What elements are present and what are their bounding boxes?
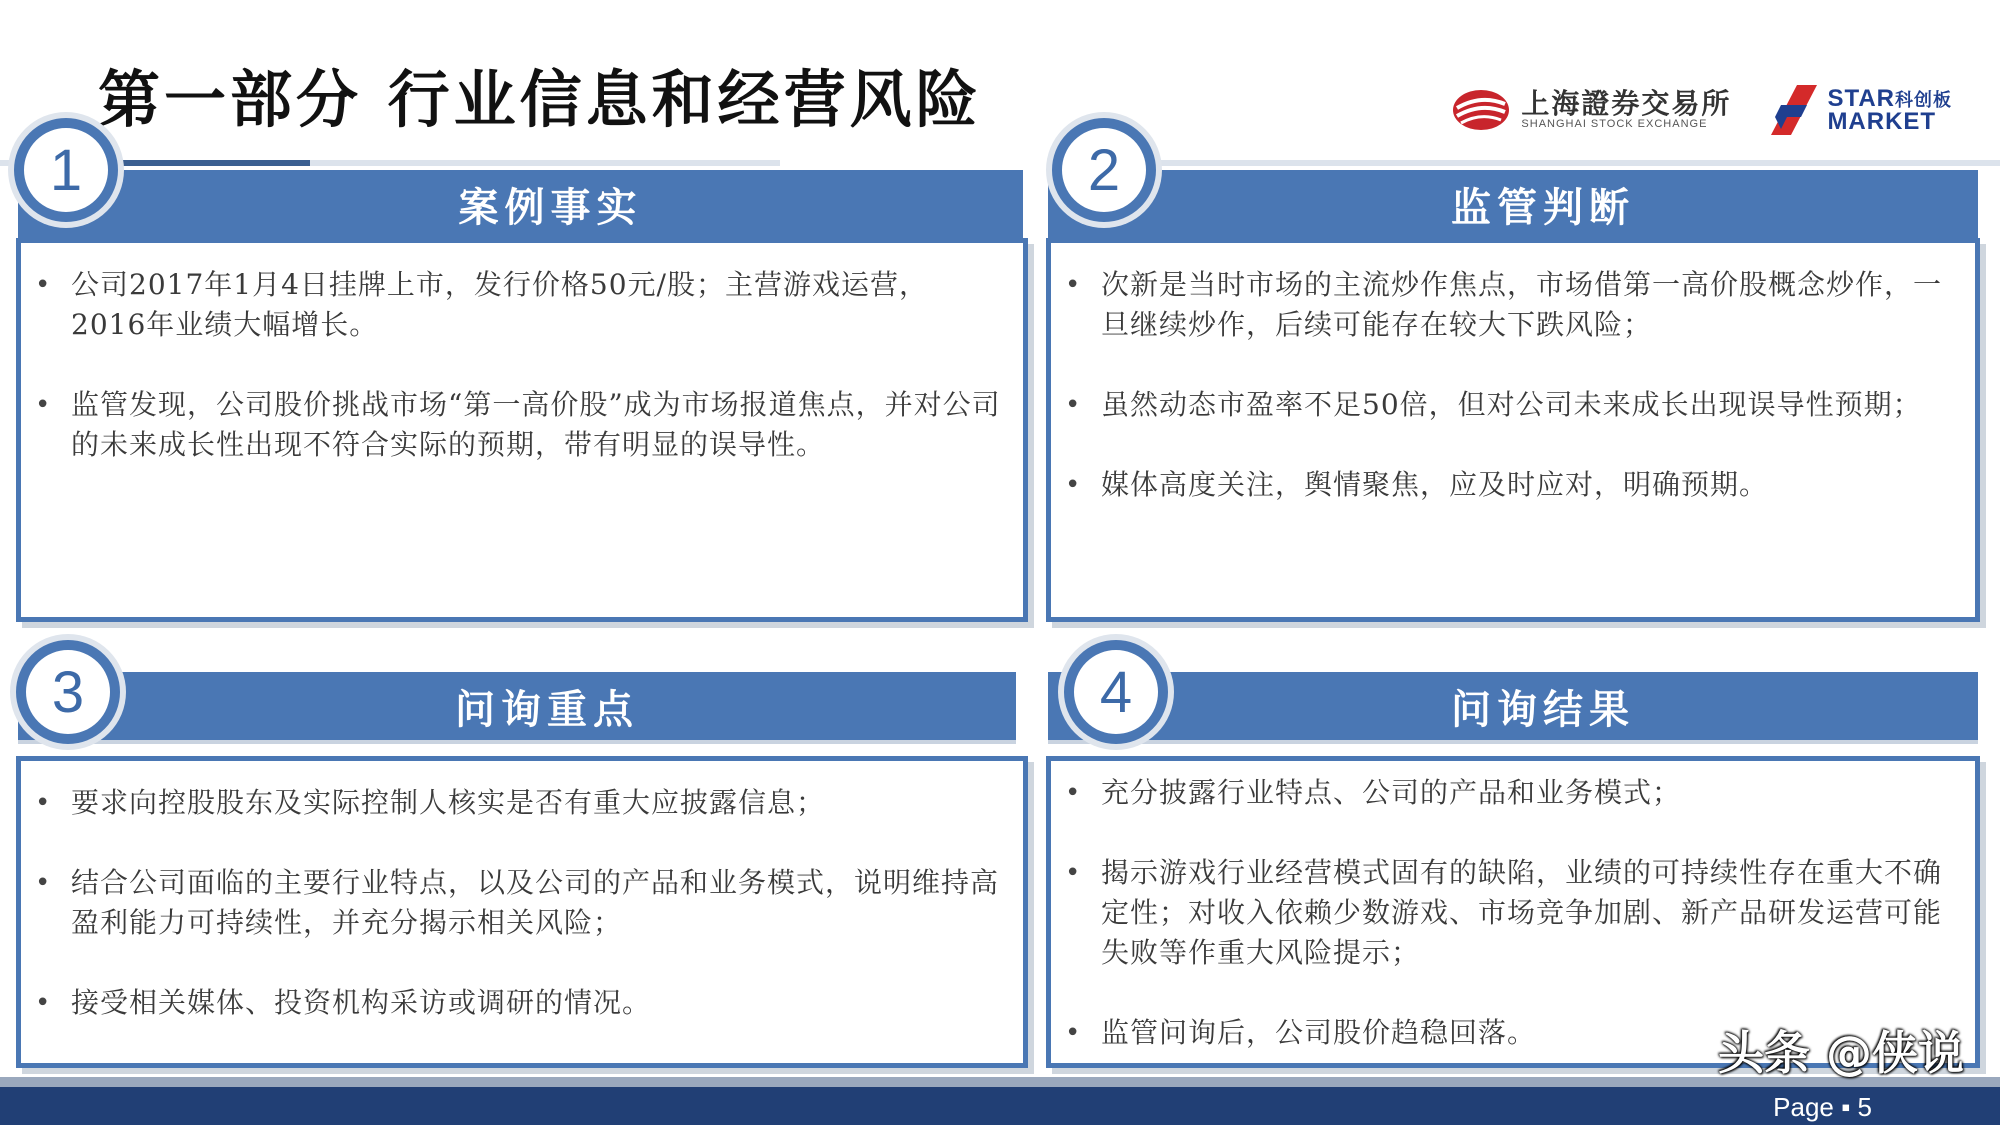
panel-3-header (18, 672, 1016, 740)
list-item: • 结合公司面临的主要行业特点，以及公司的产品和业务模式，说明维持高盈利能力可持续性，并充分揭示相关风险； (71, 863, 1003, 943)
list-item: • 接受相关媒体、投资机构采访或调研的情况。 (71, 983, 1003, 1023)
panel-1-number-badge: 1 (14, 118, 118, 222)
panel-3-title: 问询重点 (455, 685, 639, 733)
divider (310, 160, 780, 166)
logo-bar (1451, 80, 1952, 140)
footer-bar (0, 1087, 2000, 1125)
panel-4-title: 问询结果 (1451, 685, 1635, 733)
page-number: Page ▪ 5 (1773, 1092, 1872, 1122)
panel-2-header (1048, 170, 1978, 238)
star-market-emblem-icon (1767, 83, 1821, 137)
panel-4-number-badge: 4 (1064, 640, 1168, 744)
market-label: MARKET (1827, 107, 1937, 135)
footer-divider (0, 1077, 2000, 1087)
sse-name-cn: 上海證券交易所 (1521, 87, 1732, 120)
list-item: • 虽然动态市盈率不足50倍，但对公司未来成长出现误导性预期； (1101, 385, 1955, 425)
list-item: • 媒体高度关注，舆情聚焦，应及时应对，明确预期。 (1101, 465, 1955, 505)
panel-2-body (1046, 238, 1980, 622)
panel-1-body (16, 238, 1028, 622)
list-item: • 公司2017年1月4日挂牌上市，发行价格50元/股；主营游戏运营，2016年业绩大幅增长。 (71, 265, 1003, 345)
panel-4-header (1048, 672, 1978, 740)
divider (110, 160, 310, 166)
list-item: • 次新是当时市场的主流炒作焦点，市场借第一高价股概念炒作，一旦继续炒作，后续可能存在较大下跌风险； (1101, 265, 1955, 345)
watermark: 头条 @侠说 (1717, 1026, 1964, 1080)
panel-1-header (18, 170, 1023, 238)
list-item: • 监管发现，公司股价挑战市场“第一高价股”成为市场报道焦点，并对公司的未来成长性出现不符合实际的预期，带有明显的误导性。 (71, 385, 1003, 465)
star-label-cn: 科创板 (1895, 89, 1952, 110)
panel-3-number-badge: 3 (16, 640, 120, 744)
panel-2-number-badge: 2 (1052, 118, 1156, 222)
panel-3-body (16, 756, 1028, 1068)
star-market-logo (1767, 83, 1952, 137)
slide-title: 第一部分 行业信息和经营风险 (98, 63, 982, 136)
star-label-en: STAR (1827, 84, 1895, 112)
list-item: • 揭示游戏行业经营模式固有的缺陷，业绩的可持续性存在重大不确定性；对收入依赖少数游戏、市场竞争加剧、新产品研发运营可能失败等作重大风险提示； (1101, 853, 1955, 973)
list-item: • 要求向控股股东及实际控制人核实是否有重大应披露信息； (71, 783, 1003, 823)
list-item: • 充分披露行业特点、公司的产品和业务模式； (1101, 773, 1955, 813)
list-item: • 监管问询后，公司股价趋稳回落。 (1101, 1013, 1955, 1053)
panel-2-title: 监管判断 (1451, 183, 1635, 231)
sse-emblem-icon (1451, 88, 1511, 132)
divider (1060, 160, 2000, 166)
sse-name-en: SHANGHAI STOCK EXCHANGE (1521, 118, 1708, 130)
sse-logo (1451, 88, 1731, 132)
panel-1-title: 案例事实 (458, 183, 643, 231)
